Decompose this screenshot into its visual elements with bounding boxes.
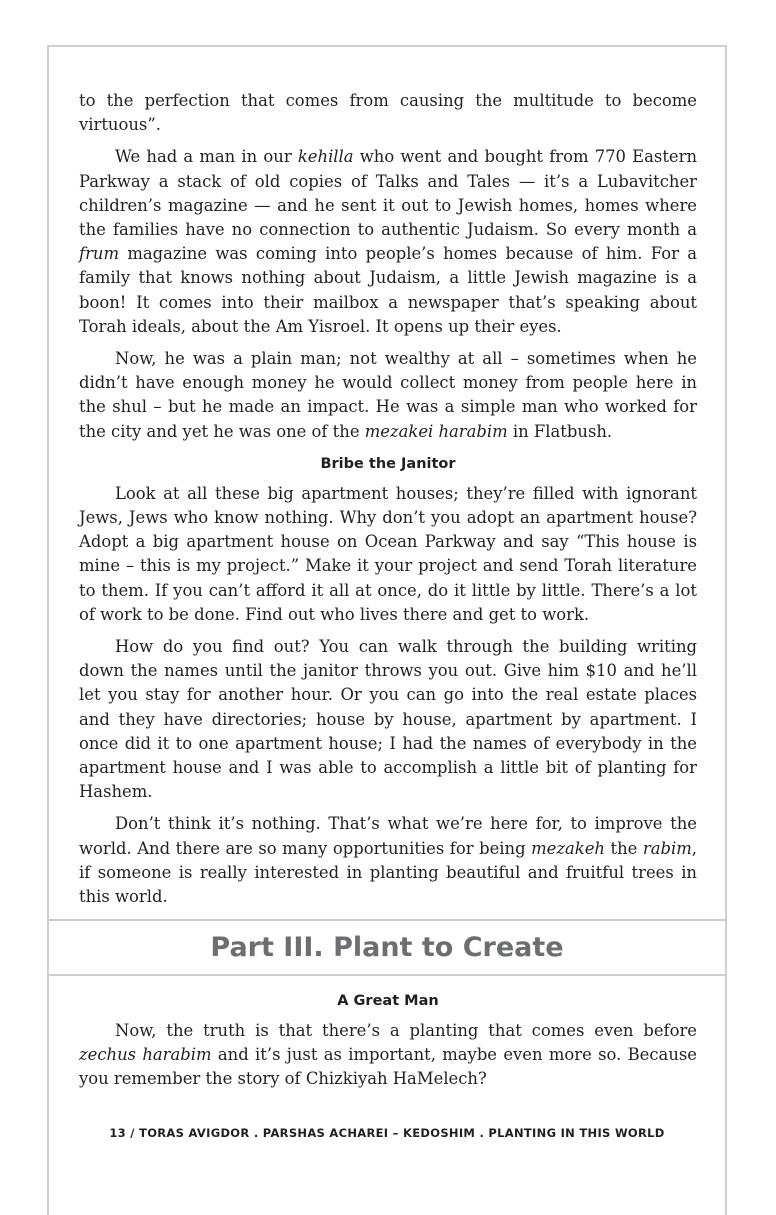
paragraph <box>79 635 697 804</box>
text-run: Don’t think it’s nothing. That’s what we’re here for, to improve the world. And there are so many opportunities for being <box>79 814 697 858</box>
part-text <box>79 987 697 1092</box>
text-run: magazine was coming into people’s homes because of him. For a family that knows nothing about Judaism, a little Jewish magazine is a boon! It comes into their mailbox a newspaper that’s speaking about Torah ideals, about the Am Yisroel. It opens up their eyes. <box>79 244 697 336</box>
paragraph-text: to the perfection that comes from causing the multitude to become virtuous”. <box>79 91 697 135</box>
text-run: How do you find out? You can walk through the building writing down the names until the janitor throws you out. Give him $10 and he’ll let you stay for another hour. Or you can go into the real estate places and they have directories; house by house, apartment by apartment. I once did it to one apartment house; I had the names of everybody in the apartment house and I was able to accomplish a little bit of planting for Hashem. <box>79 637 697 802</box>
text-run: who went and bought from 770 Eastern Parkway a stack of old copies of Talks and Tales — it’s a Lubavitcher children’s magazine — and he sent it out to Jewish homes, homes where the families have no connection to authentic Judaism. So every month a <box>79 147 698 240</box>
italic-term: kehilla <box>297 147 354 167</box>
paragraph <box>79 145 697 339</box>
text-run: Look at all these big apartment houses; they’re filled with ignorant Jews, Jews who know nothing. Why don’t you adopt an apartment house? Adopt a big apartment house on Ocean Parkway and say “This house is mine – this is my project.” Make it your project and send Torah literature to them. If you can’t afford it all at once, do it little by little. There’s a lot of work to be done. Find out who lives there and get to work. <box>79 483 697 624</box>
paragraph <box>79 347 697 444</box>
section-heading: Bribe the Janitor <box>320 455 456 472</box>
italic-term: mezakei harabim <box>364 421 508 441</box>
text-run: in Flatbush. <box>507 421 613 441</box>
text-run: Now, the truth is that there’s a planting that comes even before <box>115 1021 697 1040</box>
paragraph <box>79 812 697 909</box>
italic-term: frum <box>79 244 120 264</box>
italic-term: zechus harabim <box>79 1045 212 1065</box>
text-run: We had a man in our <box>115 147 298 167</box>
main-text <box>79 89 697 917</box>
italic-term: mezakeh <box>531 838 605 858</box>
part-title: Part III. Plant to Create <box>210 932 564 963</box>
paragraph <box>79 482 697 627</box>
part-title-band <box>47 919 727 976</box>
text-run: , if someone is really interested in planting beautiful and fruitful trees in this world. <box>79 838 697 907</box>
text-run: and it’s just as important, maybe even more so. Because you remember the story of Chizkiyah HaMelech? <box>79 1045 697 1089</box>
page-footer: 13 / TORAS AVIGDOR . PARSHAS ACHAREI – KEDOSHIM . PLANTING IN THIS WORLD <box>109 1126 665 1140</box>
paragraph <box>79 1019 697 1092</box>
paragraph <box>79 89 697 137</box>
italic-term: rabim <box>642 838 692 858</box>
section-heading: A Great Man <box>337 993 439 1009</box>
text-run: the <box>604 838 643 858</box>
text-run: Now, he was a plain man; not wealthy at all – sometimes when he didn’t have enough money he would collect money from people here in the shul – but he made an impact. He was a simple man who worked for the city and yet he was one of the <box>79 349 697 441</box>
